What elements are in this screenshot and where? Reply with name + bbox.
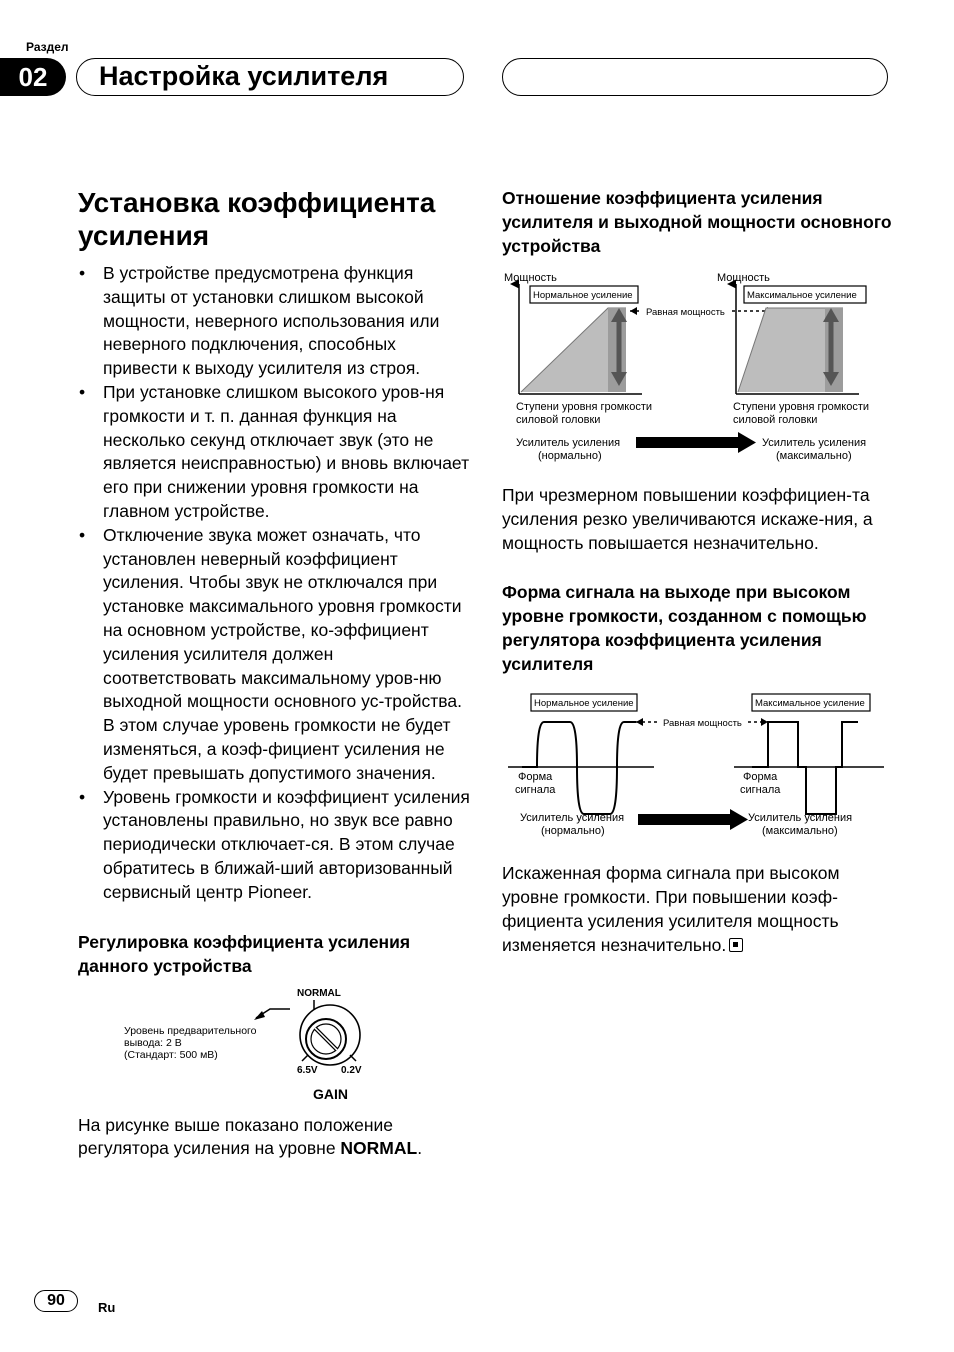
header-empty-pill [502,58,888,96]
power-axis-label: Мощность [504,272,557,284]
gain-caption: На рисунке выше показано положение регулятора усиления на уровне NORMAL. [78,1114,423,1159]
normal-waveform [522,722,636,814]
voltage-high-label: 6.5V [297,1064,318,1076]
signal-label-line1: Форма [518,771,553,784]
equal-power-label: Равная мощность [646,307,725,318]
normal-gain-label: Нормальное усиление [533,290,633,301]
max-gain-label: Максимальное усиление [755,698,865,710]
power-axis-label-2: Мощность [717,272,770,284]
equal-power-label: Равная мощность [663,718,742,730]
voltage-low-label: 0.2V [341,1064,362,1076]
waveform-figure [502,688,894,848]
amp-transition-arrow-icon [638,814,730,825]
bullet-item: • Отключение звука может означать, что установлен неверный коэффициент усиления. Чтобы звук не отключался при установке максимального уровня громкости на основном устройстве, ко-эффициент усиления усилителя должен соответствовать максимальному уров-ню выходной мощности основного ус-тройства. В этом случае уровень громкости не будет изменяться, а коэф-фициент усиления не будет превышать допустимого значения. [78,524,470,786]
section-label: Раздел [26,40,69,54]
signal-label-line1-2: Форма [743,771,778,784]
bullet-item: • При установке слишком высокого уров-ня громкости и т. п. данная функция на несколько секунд отключает звук (это не является неисправностью) и вновь включает его при снижении уровня громкости на главном устройстве. [78,381,470,524]
clipped-waveform [752,722,858,814]
language-code: Ru [98,1300,116,1315]
amp-max-line1: Усилитель усиления [762,437,867,449]
signal-label-line2-2: сигнала [740,784,781,797]
bullet-item: • В устройстве предусмотрена функция защиты от установки слишком высокой мощности, неверного использования или неверного подключения, способных привести к выходу усилителя из строя. [78,262,470,381]
gain-knob-figure [78,982,470,1106]
steps-label-line1: Ступени уровня громкости [516,401,653,413]
amp-normal-line1: Усилитель усиления [516,437,621,449]
gain-label: GAIN [313,1085,348,1102]
steps-label-line2: силовой головки [516,414,601,426]
bullet-item: • Уровень громкости и коэффициент усиления установлены правильно, но звук все равно периодически отключает-ся. В этом случае обратитесь в ближай-ший авторизованный сервисный центр Pioneer. [78,786,470,905]
waveform-heading: Форма сигнала на выходе при высоком уровне громкости, созданном с помощью регулятора коэффициента усиления усилителя [502,582,867,675]
left-column [78,186,470,1161]
normal-gain-label: Нормальное усиление [534,698,634,710]
max-tick [302,1055,308,1061]
power-heading: Отношение коэффициента усиления усилителя и выходной мощности основного устройства [502,188,892,256]
level-label-line1: Уровень предварительного [124,1024,257,1037]
signal-label-line2: сигнала [515,784,556,797]
page-title: Установка коэффициента усиления [78,187,436,251]
amp-normal-line2: (нормально) [538,450,602,462]
steps-label-line2-2: силовой головки [733,414,818,426]
right-column [502,186,894,958]
amp-transition-arrow-icon [636,437,738,448]
min-tick [350,1055,356,1061]
level-label-line3: (Стандарт: 500 мВ) [124,1048,218,1061]
bullet-list [78,262,470,905]
page-number: 90 [34,1290,78,1312]
normal-label: NORMAL [297,987,341,999]
amp-max-line2: (максимально) [762,825,838,838]
section-number: 02 [0,58,66,96]
end-mark-icon [729,938,743,952]
power-figure [502,270,894,470]
steps-label-line1-2: Ступени уровня громкости [733,401,870,413]
distortion-text: При чрезмерном повышении коэффициен-та усиления резко увеличиваются искаже-ния, а мощность повышается незначительно. [502,485,873,553]
pointer-arrowhead [254,1011,265,1020]
amp-normal-line2: (нормально) [541,825,605,838]
amp-max-line2: (максимально) [776,450,852,462]
max-gain-label: Максимальное усиление [747,290,857,301]
level-label-line2: вывода: 2 В [124,1036,182,1049]
amp-max-line1: Усилитель усиления [748,812,853,825]
gain-heading: Регулировка коэффициента усиления данного устройства [78,931,411,976]
chapter-title: Настройка усилителя [76,58,464,96]
waveform-text: Искаженная форма сигнала при высоком уровне громкости. При повышении коэф-фициента усиления усилителя мощность изменяется незначительно. [502,863,840,955]
amp-normal-line1: Усилитель усиления [520,812,625,825]
